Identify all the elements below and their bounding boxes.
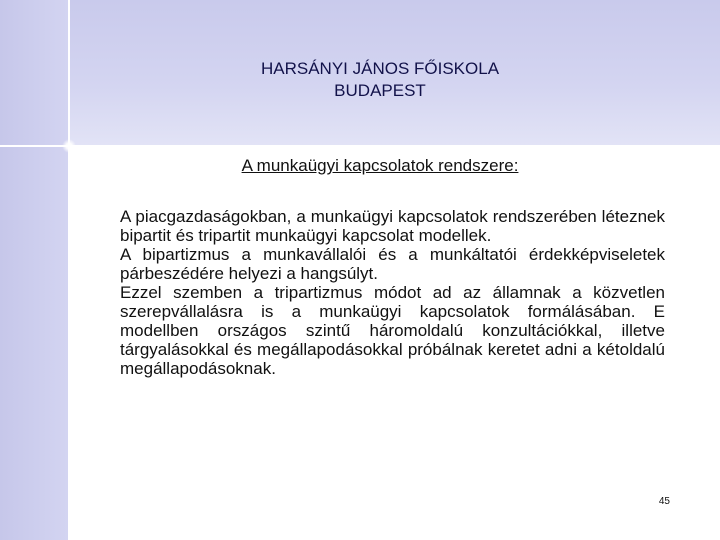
paragraph-2: A bipartizmus a munkavállalói és a munkáltatói érdekképviseletek párbeszédére helyezi a hangsúlyt. <box>120 245 665 283</box>
institution-name: HARSÁNYI JÁNOS FŐISKOLA <box>260 59 500 78</box>
slide-body <box>120 207 665 378</box>
slide-subtitle: A munkaügyi kapcsolatok rendszere: <box>241 156 519 175</box>
horizontal-divider <box>0 145 720 147</box>
institution-city: BUDAPEST <box>334 81 426 100</box>
paragraph-3: Ezzel szemben a tripartizmus módot ad az államnak a közvetlen szerepvállalásra is a munkaügyi kapcsolatok formálásában. E modellben országos szintű háromoldalú konzultációkkal, illetve tárgyalásokkal és megállapodásokkal próbálnak keretet adni a kétoldalú megállapodásoknak. <box>120 283 665 378</box>
paragraph-1: A piacgazdaságokban, a munkaügyi kapcsolatok rendszerében léteznek bipartit és tripartit munkaügyi kapcsolat modellek. <box>120 207 665 245</box>
sparkle-icon <box>62 139 76 153</box>
left-band <box>0 0 68 540</box>
page-number: 45 <box>658 496 670 507</box>
slide-header <box>70 58 690 102</box>
